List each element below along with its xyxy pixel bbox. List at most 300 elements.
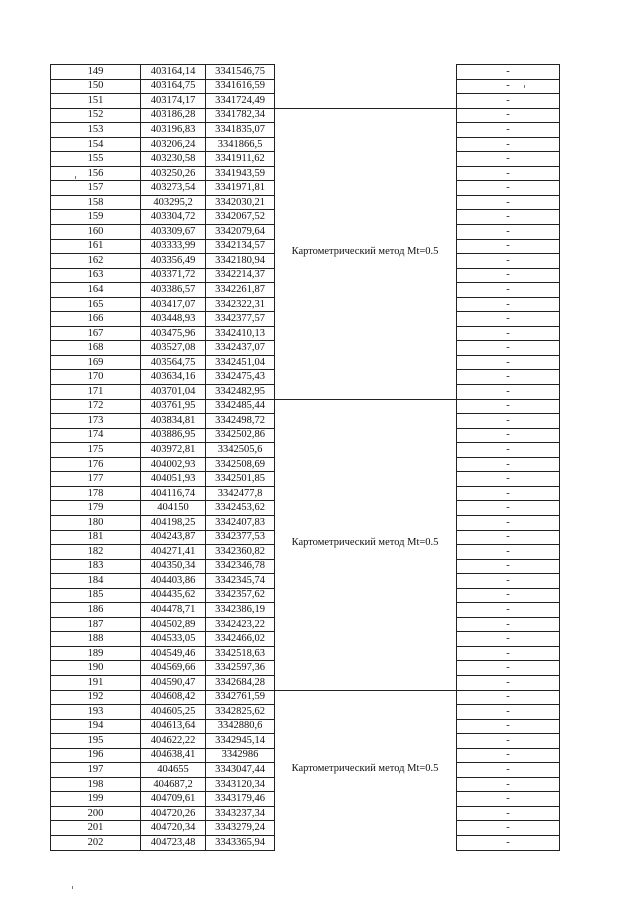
table-row [457, 777, 560, 792]
dash-cell: - [457, 646, 560, 661]
dash-cell: - [457, 210, 560, 225]
x-coordinate-cell: 404198,25 [141, 515, 206, 530]
dash-cell: - [457, 530, 560, 545]
point-number-cell: 172 [51, 399, 141, 414]
dash-cell: - [457, 428, 560, 443]
dash-cell: - [457, 472, 560, 487]
x-coordinate-cell: 404709,61 [141, 792, 206, 807]
table-row [457, 65, 560, 80]
dash-cell: - [457, 326, 560, 341]
point-number-cell: 152 [51, 108, 141, 123]
table-row [457, 123, 560, 138]
table-row [51, 385, 275, 400]
y-coordinate-cell: 3342067,52 [206, 210, 275, 225]
point-number-cell: 173 [51, 414, 141, 429]
table-row [51, 472, 275, 487]
dash-cell: - [457, 414, 560, 429]
y-coordinate-cell: 3342508,69 [206, 457, 275, 472]
table-row [51, 210, 275, 225]
table-row [457, 370, 560, 385]
y-coordinate-cell: 3341782,34 [206, 108, 275, 123]
table-row [457, 705, 560, 720]
y-coordinate-cell: 3342261,87 [206, 283, 275, 298]
point-number-cell: 189 [51, 646, 141, 661]
table-row [457, 792, 560, 807]
x-coordinate-cell: 404478,71 [141, 603, 206, 618]
point-number-cell: 165 [51, 297, 141, 312]
table-row [51, 457, 275, 472]
dash-cell: - [457, 632, 560, 647]
dash-cell: - [457, 123, 560, 138]
point-number-cell: 149 [51, 65, 141, 80]
x-coordinate-cell: 404638,41 [141, 748, 206, 763]
y-coordinate-cell: 3342214,37 [206, 268, 275, 283]
y-coordinate-cell: 3343047,44 [206, 763, 275, 778]
table-row [51, 225, 275, 240]
dash-cell: - [457, 835, 560, 850]
x-coordinate-cell: 403761,95 [141, 399, 206, 414]
point-number-cell: 150 [51, 79, 141, 94]
table-row [51, 239, 275, 254]
table-row [51, 821, 275, 836]
point-number-cell: 188 [51, 632, 141, 647]
method-group-divider [274, 399, 456, 400]
x-coordinate-cell: 403164,14 [141, 65, 206, 80]
x-coordinate-cell: 403164,75 [141, 79, 206, 94]
x-coordinate-cell: 404051,93 [141, 472, 206, 487]
y-coordinate-cell: 3343237,34 [206, 806, 275, 821]
dash-cell: - [457, 675, 560, 690]
y-coordinate-cell: 3342423,22 [206, 617, 275, 632]
point-number-cell: 180 [51, 515, 141, 530]
table-row [457, 457, 560, 472]
table-row [51, 777, 275, 792]
dash-cell: - [457, 515, 560, 530]
point-number-cell: 169 [51, 355, 141, 370]
dash-cell: - [457, 166, 560, 181]
table-row [457, 385, 560, 400]
point-number-cell: 167 [51, 326, 141, 341]
table-row [457, 108, 560, 123]
table-row [457, 225, 560, 240]
x-coordinate-cell: 403634,16 [141, 370, 206, 385]
point-number-cell: 158 [51, 195, 141, 210]
point-number-cell: 183 [51, 559, 141, 574]
dash-cell: - [457, 195, 560, 210]
y-coordinate-cell: 3342346,78 [206, 559, 275, 574]
table-row [457, 588, 560, 603]
dash-cell: - [457, 297, 560, 312]
table-row [51, 123, 275, 138]
table-row [51, 137, 275, 152]
table-row [457, 603, 560, 618]
point-number-cell: 156 [51, 166, 141, 181]
table-row [457, 326, 560, 341]
table-row [51, 370, 275, 385]
dash-cell: - [457, 399, 560, 414]
table-row [457, 166, 560, 181]
table-row [51, 748, 275, 763]
table-row [457, 530, 560, 545]
x-coordinate-cell: 404350,34 [141, 559, 206, 574]
y-coordinate-cell: 3342501,85 [206, 472, 275, 487]
x-coordinate-cell: 403701,04 [141, 385, 206, 400]
table-row [51, 486, 275, 501]
point-number-cell: 177 [51, 472, 141, 487]
table-row [457, 617, 560, 632]
y-coordinate-cell: 3342684,28 [206, 675, 275, 690]
point-number-cell: 168 [51, 341, 141, 356]
y-coordinate-cell: 3342502,86 [206, 428, 275, 443]
method-label: Картометрический метод Mt=0.5 [291, 246, 439, 258]
coordinates-table [50, 64, 275, 851]
x-coordinate-cell: 404150 [141, 501, 206, 516]
y-coordinate-cell: 3342477,8 [206, 486, 275, 501]
point-number-cell: 157 [51, 181, 141, 196]
x-coordinate-cell: 404533,05 [141, 632, 206, 647]
table-row [51, 65, 275, 80]
table-row [51, 588, 275, 603]
x-coordinate-cell: 403295,2 [141, 195, 206, 210]
y-coordinate-cell: 3342134,57 [206, 239, 275, 254]
table-row [51, 719, 275, 734]
dash-cell: - [457, 152, 560, 167]
y-coordinate-cell: 3343365,94 [206, 835, 275, 850]
x-coordinate-cell: 404655 [141, 763, 206, 778]
x-coordinate-cell: 404116,74 [141, 486, 206, 501]
x-coordinate-cell: 403206,24 [141, 137, 206, 152]
table-row [457, 646, 560, 661]
point-number-cell: 181 [51, 530, 141, 545]
point-number-cell: 199 [51, 792, 141, 807]
table-row [51, 428, 275, 443]
method-label: Картометрический метод Mt=0.5 [291, 537, 439, 549]
table-row [51, 297, 275, 312]
dash-cell: - [457, 457, 560, 472]
table-row [457, 719, 560, 734]
y-coordinate-cell: 3342407,83 [206, 515, 275, 530]
y-coordinate-cell: 3342451,04 [206, 355, 275, 370]
table-row [51, 603, 275, 618]
point-number-cell: 174 [51, 428, 141, 443]
dash-cell: - [457, 734, 560, 749]
table-row [51, 835, 275, 850]
y-coordinate-cell: 3342345,74 [206, 574, 275, 589]
table-row [457, 748, 560, 763]
point-number-cell: 196 [51, 748, 141, 763]
table-row [51, 94, 275, 109]
dash-cell: - [457, 268, 560, 283]
dash-cell: - [457, 65, 560, 80]
dash-cell: - [457, 254, 560, 269]
point-number-cell: 186 [51, 603, 141, 618]
y-coordinate-cell: 3342597,36 [206, 661, 275, 676]
scan-speck [75, 176, 76, 179]
x-coordinate-cell: 404622,22 [141, 734, 206, 749]
table-row [457, 152, 560, 167]
x-coordinate-cell: 404613,64 [141, 719, 206, 734]
method-group-divider [274, 108, 456, 109]
table-row [457, 94, 560, 109]
point-number-cell: 163 [51, 268, 141, 283]
table-row [51, 414, 275, 429]
dash-cell: - [457, 370, 560, 385]
x-coordinate-cell: 403186,28 [141, 108, 206, 123]
x-coordinate-cell: 404435,62 [141, 588, 206, 603]
x-coordinate-cell: 403448,93 [141, 312, 206, 327]
table-row [457, 501, 560, 516]
point-number-cell: 162 [51, 254, 141, 269]
dash-cell: - [457, 94, 560, 109]
dash-cell: - [457, 137, 560, 152]
y-coordinate-cell: 3342945,14 [206, 734, 275, 749]
dash-cell: - [457, 181, 560, 196]
x-coordinate-cell: 403230,58 [141, 152, 206, 167]
point-number-cell: 160 [51, 225, 141, 240]
point-number-cell: 159 [51, 210, 141, 225]
table-row [457, 239, 560, 254]
table-row [457, 486, 560, 501]
y-coordinate-cell: 3341971,81 [206, 181, 275, 196]
table-row [457, 137, 560, 152]
table-row [51, 152, 275, 167]
table-row [51, 166, 275, 181]
dash-cell: - [457, 239, 560, 254]
point-number-cell: 182 [51, 545, 141, 560]
x-coordinate-cell: 403886,95 [141, 428, 206, 443]
dash-cell: - [457, 617, 560, 632]
table-row [457, 545, 560, 560]
x-coordinate-cell: 403304,72 [141, 210, 206, 225]
y-coordinate-cell: 3342322,31 [206, 297, 275, 312]
table-row [457, 297, 560, 312]
dash-cell: - [457, 341, 560, 356]
method-column [274, 64, 456, 849]
y-coordinate-cell: 3341724,49 [206, 94, 275, 109]
point-number-cell: 153 [51, 123, 141, 138]
x-coordinate-cell: 403333,99 [141, 239, 206, 254]
x-coordinate-cell: 404502,89 [141, 617, 206, 632]
dash-cell: - [457, 486, 560, 501]
dash-cell: - [457, 763, 560, 778]
table-row [457, 574, 560, 589]
table-row [51, 763, 275, 778]
table-row [457, 763, 560, 778]
x-coordinate-cell: 403386,57 [141, 283, 206, 298]
table-row [51, 341, 275, 356]
table-row [51, 268, 275, 283]
dash-cell: - [457, 355, 560, 370]
y-coordinate-cell: 3342377,53 [206, 530, 275, 545]
x-coordinate-cell: 404549,46 [141, 646, 206, 661]
dash-cell: - [457, 545, 560, 560]
y-coordinate-cell: 3341835,07 [206, 123, 275, 138]
table-row [457, 283, 560, 298]
point-number-cell: 195 [51, 734, 141, 749]
x-coordinate-cell: 403417,07 [141, 297, 206, 312]
point-number-cell: 171 [51, 385, 141, 400]
x-coordinate-cell: 403972,81 [141, 443, 206, 458]
method-label: Картометрический метод Mt=0.5 [291, 762, 439, 774]
y-coordinate-cell: 3342518,63 [206, 646, 275, 661]
table-row [51, 530, 275, 545]
table-row [51, 108, 275, 123]
point-number-cell: 155 [51, 152, 141, 167]
point-number-cell: 178 [51, 486, 141, 501]
table-row [51, 195, 275, 210]
dash-cell: - [457, 501, 560, 516]
table-row [51, 646, 275, 661]
y-coordinate-cell: 3341616,59 [206, 79, 275, 94]
x-coordinate-cell: 404605,25 [141, 705, 206, 720]
scan-speck [524, 85, 525, 88]
table-row [457, 806, 560, 821]
table-row [457, 559, 560, 574]
table-row [51, 559, 275, 574]
x-coordinate-cell: 403475,96 [141, 326, 206, 341]
table-row [457, 472, 560, 487]
table-row [457, 195, 560, 210]
dash-cell: - [457, 806, 560, 821]
dash-cell: - [457, 559, 560, 574]
table-row [457, 414, 560, 429]
table-row [51, 443, 275, 458]
y-coordinate-cell: 3343179,46 [206, 792, 275, 807]
x-coordinate-cell: 403834,81 [141, 414, 206, 429]
y-coordinate-cell: 3342475,43 [206, 370, 275, 385]
method-group-divider [274, 690, 456, 691]
point-number-cell: 164 [51, 283, 141, 298]
x-coordinate-cell: 404271,41 [141, 545, 206, 560]
x-coordinate-cell: 403371,72 [141, 268, 206, 283]
table-row [457, 181, 560, 196]
point-number-cell: 198 [51, 777, 141, 792]
y-coordinate-cell: 3343120,34 [206, 777, 275, 792]
point-number-cell: 151 [51, 94, 141, 109]
table-row [51, 181, 275, 196]
x-coordinate-cell: 403273,54 [141, 181, 206, 196]
y-coordinate-cell: 3342505,6 [206, 443, 275, 458]
dash-cell: - [457, 574, 560, 589]
point-number-cell: 193 [51, 705, 141, 720]
point-number-cell: 179 [51, 501, 141, 516]
table-row [51, 79, 275, 94]
table-row [457, 428, 560, 443]
point-number-cell: 202 [51, 835, 141, 850]
point-number-cell: 185 [51, 588, 141, 603]
table-row [51, 254, 275, 269]
table-row [457, 254, 560, 269]
table-row [457, 268, 560, 283]
table-row [457, 632, 560, 647]
dash-cell: - [457, 283, 560, 298]
table-row [51, 355, 275, 370]
point-number-cell: 175 [51, 443, 141, 458]
table-row [51, 312, 275, 327]
point-number-cell: 187 [51, 617, 141, 632]
dash-cell: - [457, 108, 560, 123]
dash-cell: - [457, 705, 560, 720]
y-coordinate-cell: 3342466,02 [206, 632, 275, 647]
table-row [51, 617, 275, 632]
dash-cell: - [457, 748, 560, 763]
table-row [51, 792, 275, 807]
x-coordinate-cell: 403174,17 [141, 94, 206, 109]
point-number-cell: 191 [51, 675, 141, 690]
y-coordinate-cell: 3342410,13 [206, 326, 275, 341]
y-coordinate-cell: 3342485,44 [206, 399, 275, 414]
dash-cell: - [457, 312, 560, 327]
table-row [51, 661, 275, 676]
x-coordinate-cell: 403564,75 [141, 355, 206, 370]
point-number-cell: 170 [51, 370, 141, 385]
table-row [457, 734, 560, 749]
x-coordinate-cell: 403196,83 [141, 123, 206, 138]
dash-cell: - [457, 588, 560, 603]
y-coordinate-cell: 3342986 [206, 748, 275, 763]
y-coordinate-cell: 3342880,6 [206, 719, 275, 734]
x-coordinate-cell: 404720,26 [141, 806, 206, 821]
table-row [51, 705, 275, 720]
x-coordinate-cell: 404002,93 [141, 457, 206, 472]
point-number-cell: 154 [51, 137, 141, 152]
table-row [51, 545, 275, 560]
y-coordinate-cell: 3342360,82 [206, 545, 275, 560]
dash-column-table [456, 64, 560, 851]
dash-cell: - [457, 719, 560, 734]
dash-cell: - [457, 821, 560, 836]
table-row [51, 501, 275, 516]
table-row [457, 515, 560, 530]
table-row [457, 79, 560, 94]
scan-speck [72, 886, 73, 889]
dash-cell: - [457, 777, 560, 792]
x-coordinate-cell: 404243,87 [141, 530, 206, 545]
y-coordinate-cell: 3342386,19 [206, 603, 275, 618]
y-coordinate-cell: 3341546,75 [206, 65, 275, 80]
y-coordinate-cell: 3342079,64 [206, 225, 275, 240]
table-row [51, 399, 275, 414]
table-row [457, 399, 560, 414]
table-row [457, 675, 560, 690]
table-row [51, 326, 275, 341]
y-coordinate-cell: 3343279,24 [206, 821, 275, 836]
table-row [457, 821, 560, 836]
table-row [51, 574, 275, 589]
x-coordinate-cell: 404590,47 [141, 675, 206, 690]
dash-cell: - [457, 661, 560, 676]
y-coordinate-cell: 3341866,5 [206, 137, 275, 152]
table-row [457, 690, 560, 705]
y-coordinate-cell: 3341943,59 [206, 166, 275, 181]
point-number-cell: 192 [51, 690, 141, 705]
dash-cell: - [457, 79, 560, 94]
table-row [457, 341, 560, 356]
table-row [51, 806, 275, 821]
point-number-cell: 161 [51, 239, 141, 254]
x-coordinate-cell: 404569,66 [141, 661, 206, 676]
point-number-cell: 197 [51, 763, 141, 778]
x-coordinate-cell: 404723,48 [141, 835, 206, 850]
x-coordinate-cell: 404403,86 [141, 574, 206, 589]
table-row [457, 835, 560, 850]
y-coordinate-cell: 3342437,07 [206, 341, 275, 356]
y-coordinate-cell: 3342357,62 [206, 588, 275, 603]
y-coordinate-cell: 3342482,95 [206, 385, 275, 400]
dash-cell: - [457, 792, 560, 807]
point-number-cell: 200 [51, 806, 141, 821]
point-number-cell: 166 [51, 312, 141, 327]
